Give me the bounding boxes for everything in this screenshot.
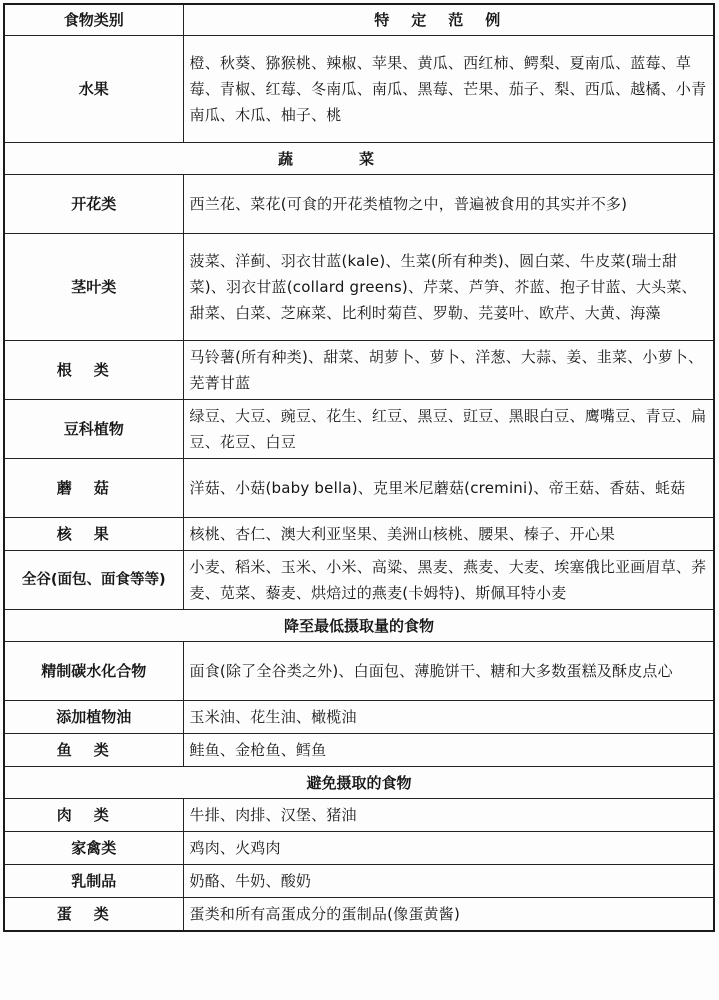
row-examples: 小麦、稻米、玉米、小米、高粱、黑麦、燕麦、大麦、埃塞俄比亚画眉草、荞麦、苋菜、藜麦、烘焙过的燕麦(卡姆特)、斯佩耳特小麦 (183, 551, 714, 610)
table-row (4, 518, 714, 551)
table-row (4, 175, 714, 234)
table-row (4, 734, 714, 767)
row-examples: 马铃薯(所有种类)、甜菜、胡萝卜、萝卜、洋葱、大蒜、姜、韭菜、小萝卜、芜菁甘蓝 (183, 341, 714, 400)
row-examples: 牛排、肉排、汉堡、猪油 (183, 799, 714, 832)
row-examples: 核桃、杏仁、澳大利亚坚果、美洲山核桃、腰果、榛子、开心果 (183, 518, 714, 551)
section-row-minimize (4, 610, 714, 642)
row-category: 乳制品 (4, 865, 183, 898)
table-row (4, 400, 714, 459)
table-row (4, 799, 714, 832)
row-examples: 鸡肉、火鸡肉 (183, 832, 714, 865)
header-examples: 特定范例 (183, 4, 714, 36)
section-title-avoid: 避免摄取的食物 (4, 767, 714, 799)
row-examples: 西兰花、菜花(可食的开花类植物之中，普遍被食用的其实并不多) (183, 175, 714, 234)
row-category: 根类 (4, 341, 183, 400)
table-row (4, 865, 714, 898)
row-category: 开花类 (4, 175, 183, 234)
row-examples: 面食(除了全谷类之外)、白面包、薄脆饼干、糖和大多数蛋糕及酥皮点心 (183, 642, 714, 701)
row-category: 茎叶类 (4, 234, 183, 341)
row-category: 水果 (4, 36, 183, 143)
table-row (4, 341, 714, 400)
table-header-row (4, 4, 714, 36)
section-row-avoid (4, 767, 714, 799)
row-category: 肉类 (4, 799, 183, 832)
table-row (4, 642, 714, 701)
table-row (4, 701, 714, 734)
row-category: 添加植物油 (4, 701, 183, 734)
row-category: 蛋类 (4, 898, 183, 932)
table-row (4, 551, 714, 610)
section-row-vegetables (4, 143, 714, 175)
row-examples: 蛋类和所有高蛋成分的蛋制品(像蛋黄酱) (183, 898, 714, 932)
section-title-minimize: 降至最低摄取量的食物 (4, 610, 714, 642)
table-row (4, 234, 714, 341)
row-category: 鱼类 (4, 734, 183, 767)
row-examples: 绿豆、大豆、豌豆、花生、红豆、黑豆、豇豆、黑眼白豆、鹰嘴豆、青豆、扁豆、花豆、白豆 (183, 400, 714, 459)
row-category: 蘑菇 (4, 459, 183, 518)
row-examples: 菠菜、洋蓟、羽衣甘蓝(kale)、生菜(所有种类)、圆白菜、牛皮菜(瑞士甜菜)、羽衣甘蓝(collard greens)、芹菜、芦笋、芥蓝、抱子甘蓝、大头菜、甜菜、白菜、芝麻菜、比利时菊苣、罗勒、芫荽叶、欧芹、大黄、海藻 (183, 234, 714, 341)
row-category: 核果 (4, 518, 183, 551)
row-category: 全谷(面包、面食等等) (4, 551, 183, 610)
table-row (4, 459, 714, 518)
food-table (3, 3, 715, 932)
row-examples: 奶酪、牛奶、酸奶 (183, 865, 714, 898)
row-examples: 玉米油、花生油、橄榄油 (183, 701, 714, 734)
table-row (4, 898, 714, 932)
row-examples: 鲑鱼、金枪鱼、鳕鱼 (183, 734, 714, 767)
header-category: 食物类别 (4, 4, 183, 36)
section-title-vegetables: 蔬菜 (4, 143, 714, 175)
row-category: 家禽类 (4, 832, 183, 865)
row-category: 精制碳水化合物 (4, 642, 183, 701)
table-row (4, 832, 714, 865)
table-row (4, 36, 714, 143)
row-examples: 洋菇、小菇(baby bella)、克里米尼蘑菇(cremini)、帝王菇、香菇、蚝菇 (183, 459, 714, 518)
row-category: 豆科植物 (4, 400, 183, 459)
row-examples: 橙、秋葵、猕猴桃、辣椒、苹果、黄瓜、西红柿、鳄梨、夏南瓜、蓝莓、草莓、青椒、红莓、冬南瓜、南瓜、黑莓、芒果、茄子、梨、西瓜、越橘、小青南瓜、木瓜、柚子、桃 (183, 36, 714, 143)
